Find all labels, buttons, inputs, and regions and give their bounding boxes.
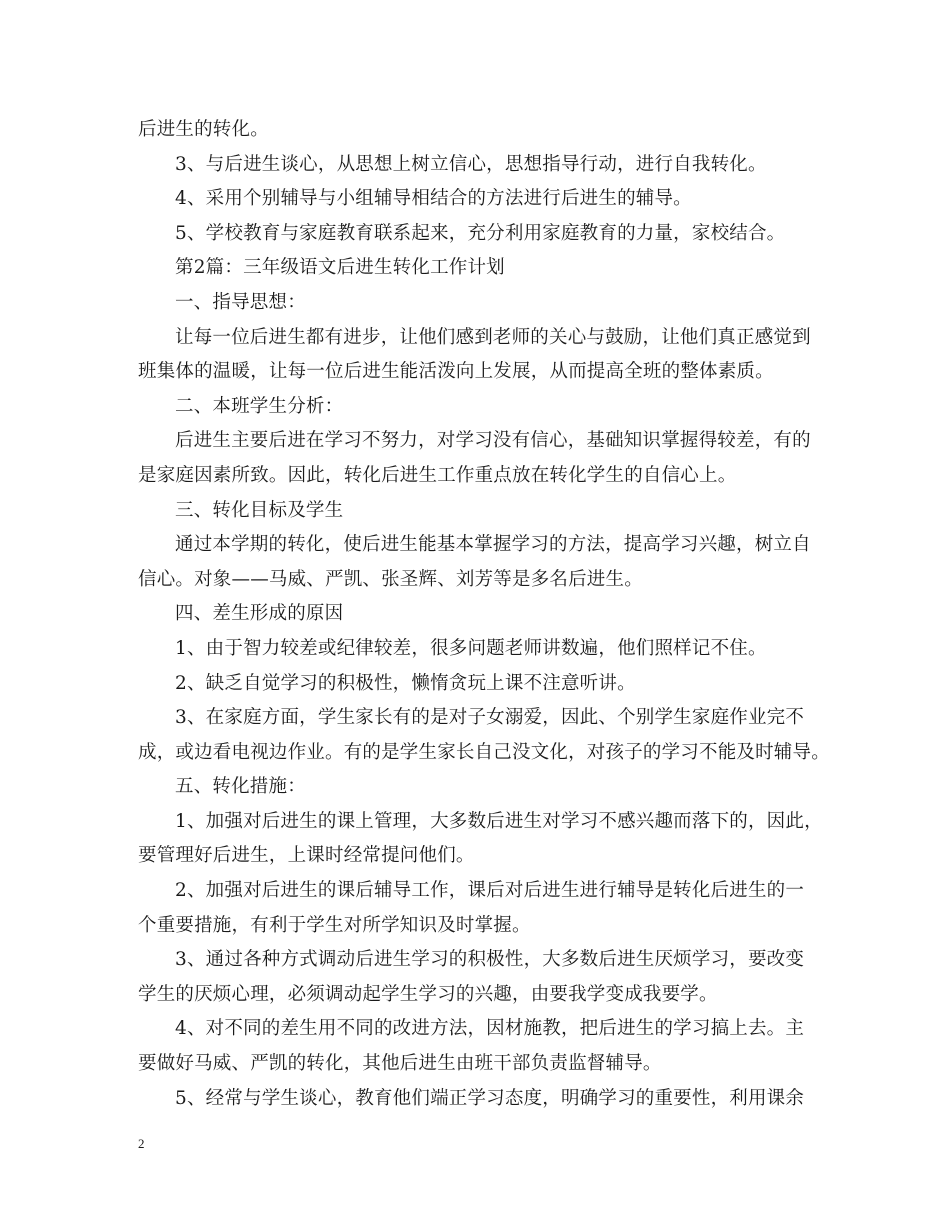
text-line: 1、由于智力较差或纪律较差，很多问题老师讲数遍，他们照样记不住。 — [175, 637, 767, 659]
text-line: 3、与后进生谈心，从思想上树立信心，思想指导行动，进行自我转化。 — [175, 153, 767, 175]
section-heading: 第2篇：三年级语文后进生转化工作计划 — [175, 257, 505, 279]
text-line: 5、学校教育与家庭教育联系起来，充分利用家庭教育的力量，家校结合。 — [175, 222, 786, 244]
text-line: 3、在家庭方面，学生家长有的是对子女溺爱，因此、个别学生家庭作业完不 — [175, 707, 805, 729]
text-line: 2、加强对后进生的课后辅导工作，课后对后进生进行辅导是转化后进生的一 — [175, 880, 805, 902]
text-line: 4、对不同的差生用不同的改进方法，因材施教，把后进生的学习搞上去。主 — [175, 1018, 805, 1040]
text-line: 个重要措施，有利于学生对所学知识及时掌握。 — [138, 914, 531, 936]
text-line: 要做好马威、严凯的转化，其他后进生由班干部负责监督辅导。 — [138, 1053, 662, 1075]
text-line: 班集体的温暖，让每一位后进生能活泼向上发展，从而提高全班的整体素质。 — [138, 361, 774, 383]
document-body — [138, 113, 830, 1116]
text-line: 信心。对象——马威、严凯、张圣辉、刘芳等是多名后进生。 — [138, 568, 643, 590]
text-line: 通过本学期的转化，使后进生能基本掌握学习的方法，提高学习兴趣，树立自 — [175, 534, 811, 556]
section-heading: 五、转化措施： — [175, 776, 306, 798]
section-heading: 二、本班学生分析： — [175, 395, 344, 417]
text-line: 要管理好后进生，上课时经常提问他们。 — [138, 845, 475, 867]
section-heading: 四、差生形成的原因 — [175, 603, 344, 625]
text-line: 是家庭因素所致。因此，转化后进生工作重点放在转化学生的自信心上。 — [138, 464, 737, 486]
text-line: 后进生主要后进在学习不努力，对学习没有信心，基础知识掌握得较差，有的 — [175, 430, 811, 452]
text-line: 4、采用个别辅导与小组辅导相结合的方法进行后进生的辅导。 — [175, 188, 692, 210]
text-line: 后进生的转化。 — [138, 119, 269, 140]
text-line: 5、经常与学生谈心，教育他们端正学习态度，明确学习的重要性，利用课余 — [175, 1087, 805, 1109]
text-line: 3、通过各种方式调动后进生学习的积极性，大多数后进生厌烦学习，要改变 — [175, 949, 805, 971]
page-number: 2 — [138, 1136, 145, 1151]
text-line: 成，或边看电视边作业。有的是学生家长自己没文化，对孩子的学习不能及时辅导。 — [138, 741, 830, 763]
text-line: 2、缺乏自觉学习的积极性，懒惰贪玩上课不注意听讲。 — [175, 672, 636, 694]
text-line: 让每一位后进生都有进步，让他们感到老师的关心与鼓励，让他们真正感觉到 — [175, 326, 811, 348]
section-heading: 三、转化目标及学生 — [175, 499, 344, 521]
text-line: 学生的厌烦心理，必须调动起学生学习的兴趣，由要我学变成我要学。 — [138, 983, 718, 1005]
text-line: 1、加强对后进生的课上管理，大多数后进生对学习不感兴趣而落下的，因此， — [175, 810, 823, 832]
section-heading: 一、指导思想： — [175, 291, 306, 313]
